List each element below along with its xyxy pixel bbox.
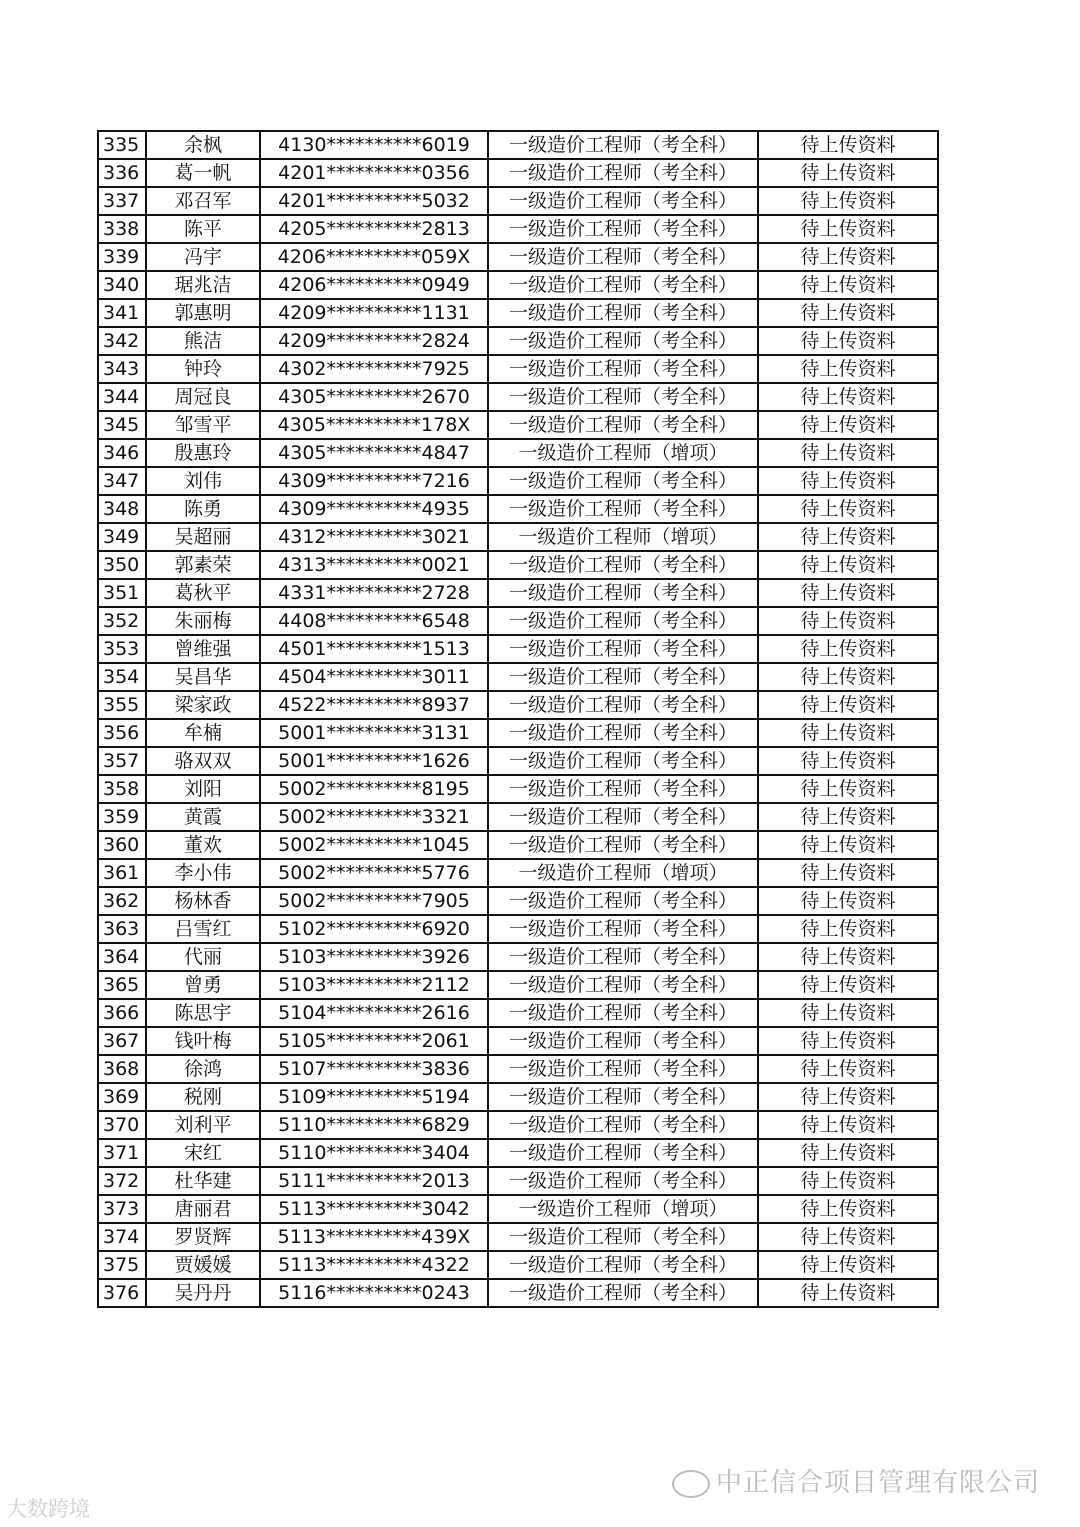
candidate-name: 曾维强 — [146, 635, 260, 663]
id-number: 4309**********7216 — [260, 467, 488, 495]
candidate-name: 牟楠 — [146, 719, 260, 747]
id-number: 4305**********2670 — [260, 383, 488, 411]
candidate-name: 董欢 — [146, 831, 260, 859]
id-number: 4201**********0356 — [260, 159, 488, 187]
exam-type: 一级造价工程师（增项） — [488, 859, 758, 887]
exam-type: 一级造价工程师（考全科） — [488, 579, 758, 607]
id-number: 4313**********0021 — [260, 551, 488, 579]
candidate-name: 杨林香 — [146, 887, 260, 915]
status: 待上传资料 — [758, 299, 938, 327]
row-number: 365 — [98, 971, 146, 999]
row-number: 355 — [98, 691, 146, 719]
table-row — [98, 187, 938, 215]
table-row — [98, 635, 938, 663]
table-row — [98, 999, 938, 1027]
table-row — [98, 663, 938, 691]
table-row — [98, 1167, 938, 1195]
table-row — [98, 775, 938, 803]
id-number: 4331**********2728 — [260, 579, 488, 607]
exam-type: 一级造价工程师（考全科） — [488, 1139, 758, 1167]
id-number: 5001**********3131 — [260, 719, 488, 747]
status: 待上传资料 — [758, 467, 938, 495]
status: 待上传资料 — [758, 719, 938, 747]
id-number: 4522**********8937 — [260, 691, 488, 719]
table-row — [98, 859, 938, 887]
status: 待上传资料 — [758, 327, 938, 355]
status: 待上传资料 — [758, 747, 938, 775]
table-row — [98, 887, 938, 915]
exam-type: 一级造价工程师（考全科） — [488, 551, 758, 579]
id-number: 5001**********1626 — [260, 747, 488, 775]
id-number: 4209**********2824 — [260, 327, 488, 355]
candidate-table — [97, 130, 939, 1308]
exam-type: 一级造价工程师（考全科） — [488, 467, 758, 495]
site-watermark: 大数跨境 — [6, 1497, 90, 1521]
candidate-name: 冯宇 — [146, 243, 260, 271]
table-row — [98, 803, 938, 831]
row-number: 357 — [98, 747, 146, 775]
id-number: 5113**********4322 — [260, 1251, 488, 1279]
row-number: 351 — [98, 579, 146, 607]
row-number: 349 — [98, 523, 146, 551]
status: 待上传资料 — [758, 383, 938, 411]
exam-type: 一级造价工程师（考全科） — [488, 131, 758, 159]
status: 待上传资料 — [758, 831, 938, 859]
row-number: 366 — [98, 999, 146, 1027]
row-number: 370 — [98, 1111, 146, 1139]
candidate-name: 邓召军 — [146, 187, 260, 215]
candidate-name: 梁家政 — [146, 691, 260, 719]
status: 待上传资料 — [758, 1167, 938, 1195]
row-number: 345 — [98, 411, 146, 439]
exam-type: 一级造价工程师（考全科） — [488, 719, 758, 747]
id-number: 4504**********3011 — [260, 663, 488, 691]
status: 待上传资料 — [758, 215, 938, 243]
id-number: 4408**********6548 — [260, 607, 488, 635]
exam-type: 一级造价工程师（考全科） — [488, 1251, 758, 1279]
candidate-name: 骆双双 — [146, 747, 260, 775]
table-row — [98, 691, 938, 719]
id-number: 4305**********178X — [260, 411, 488, 439]
id-number: 5104**********2616 — [260, 999, 488, 1027]
row-number: 344 — [98, 383, 146, 411]
status: 待上传资料 — [758, 243, 938, 271]
status: 待上传资料 — [758, 271, 938, 299]
status: 待上传资料 — [758, 495, 938, 523]
row-number: 336 — [98, 159, 146, 187]
id-number: 5002**********1045 — [260, 831, 488, 859]
status: 待上传资料 — [758, 579, 938, 607]
row-number: 359 — [98, 803, 146, 831]
status: 待上传资料 — [758, 635, 938, 663]
row-number: 339 — [98, 243, 146, 271]
exam-type: 一级造价工程师（考全科） — [488, 215, 758, 243]
candidate-name: 钟玲 — [146, 355, 260, 383]
table-row — [98, 579, 938, 607]
id-number: 5107**********3836 — [260, 1055, 488, 1083]
row-number: 368 — [98, 1055, 146, 1083]
status: 待上传资料 — [758, 1195, 938, 1223]
row-number: 367 — [98, 1027, 146, 1055]
exam-type: 一级造价工程师（考全科） — [488, 1111, 758, 1139]
table-row — [98, 1279, 938, 1307]
exam-type: 一级造价工程师（增项） — [488, 1195, 758, 1223]
id-number: 4302**********7925 — [260, 355, 488, 383]
row-number: 376 — [98, 1279, 146, 1307]
table-row — [98, 131, 938, 159]
candidate-name: 黄霞 — [146, 803, 260, 831]
status: 待上传资料 — [758, 355, 938, 383]
row-number: 347 — [98, 467, 146, 495]
id-number: 5105**********2061 — [260, 1027, 488, 1055]
candidate-name: 李小伟 — [146, 859, 260, 887]
exam-type: 一级造价工程师（考全科） — [488, 915, 758, 943]
candidate-name: 杜华建 — [146, 1167, 260, 1195]
exam-type: 一级造价工程师（考全科） — [488, 747, 758, 775]
table-row — [98, 747, 938, 775]
status: 待上传资料 — [758, 523, 938, 551]
row-number: 354 — [98, 663, 146, 691]
table-row — [98, 355, 938, 383]
id-number: 4206**********059X — [260, 243, 488, 271]
candidate-name: 熊洁 — [146, 327, 260, 355]
status: 待上传资料 — [758, 663, 938, 691]
row-number: 337 — [98, 187, 146, 215]
status: 待上传资料 — [758, 859, 938, 887]
candidate-name: 陈勇 — [146, 495, 260, 523]
wechat-icon — [672, 1470, 710, 1498]
candidate-name: 罗贤辉 — [146, 1223, 260, 1251]
status: 待上传资料 — [758, 775, 938, 803]
id-number: 4201**********5032 — [260, 187, 488, 215]
row-number: 356 — [98, 719, 146, 747]
candidate-name: 唐丽君 — [146, 1195, 260, 1223]
table-row — [98, 551, 938, 579]
row-number: 340 — [98, 271, 146, 299]
row-number: 372 — [98, 1167, 146, 1195]
candidate-name: 徐鸿 — [146, 1055, 260, 1083]
exam-type: 一级造价工程师（考全科） — [488, 1279, 758, 1307]
table-row — [98, 831, 938, 859]
row-number: 343 — [98, 355, 146, 383]
row-number: 361 — [98, 859, 146, 887]
id-number: 4130**********6019 — [260, 131, 488, 159]
exam-type: 一级造价工程师（考全科） — [488, 607, 758, 635]
exam-type: 一级造价工程师（考全科） — [488, 663, 758, 691]
status: 待上传资料 — [758, 691, 938, 719]
status: 待上传资料 — [758, 803, 938, 831]
id-number: 5002**********7905 — [260, 887, 488, 915]
status: 待上传资料 — [758, 915, 938, 943]
status: 待上传资料 — [758, 131, 938, 159]
table-row — [98, 159, 938, 187]
table-row — [98, 327, 938, 355]
exam-type: 一级造价工程师（考全科） — [488, 775, 758, 803]
table-row — [98, 467, 938, 495]
exam-type: 一级造价工程师（考全科） — [488, 635, 758, 663]
status: 待上传资料 — [758, 999, 938, 1027]
status: 待上传资料 — [758, 551, 938, 579]
status: 待上传资料 — [758, 971, 938, 999]
table-row — [98, 1195, 938, 1223]
id-number: 5111**********2013 — [260, 1167, 488, 1195]
candidate-name: 周冠良 — [146, 383, 260, 411]
exam-type: 一级造价工程师（考全科） — [488, 243, 758, 271]
exam-type: 一级造价工程师（考全科） — [488, 691, 758, 719]
exam-type: 一级造价工程师（考全科） — [488, 187, 758, 215]
row-number: 352 — [98, 607, 146, 635]
exam-type: 一级造价工程师（考全科） — [488, 495, 758, 523]
table-row — [98, 1083, 938, 1111]
row-number: 335 — [98, 131, 146, 159]
candidate-name: 葛一帆 — [146, 159, 260, 187]
exam-type: 一级造价工程师（考全科） — [488, 1027, 758, 1055]
exam-type: 一级造价工程师（考全科） — [488, 383, 758, 411]
table-row — [98, 1139, 938, 1167]
status: 待上传资料 — [758, 1139, 938, 1167]
table-row — [98, 411, 938, 439]
candidate-name: 琚兆洁 — [146, 271, 260, 299]
candidate-name: 殷惠玲 — [146, 439, 260, 467]
id-number: 5109**********5194 — [260, 1083, 488, 1111]
id-number: 5110**********6829 — [260, 1111, 488, 1139]
candidate-name: 余枫 — [146, 131, 260, 159]
candidate-name: 陈思宇 — [146, 999, 260, 1027]
id-number: 5102**********6920 — [260, 915, 488, 943]
id-number: 4309**********4935 — [260, 495, 488, 523]
row-number: 358 — [98, 775, 146, 803]
status: 待上传资料 — [758, 187, 938, 215]
exam-type: 一级造价工程师（考全科） — [488, 1223, 758, 1251]
status: 待上传资料 — [758, 1111, 938, 1139]
id-number: 5103**********3926 — [260, 943, 488, 971]
row-number: 360 — [98, 831, 146, 859]
table-row — [98, 1251, 938, 1279]
table-row — [98, 523, 938, 551]
id-number: 5103**********2112 — [260, 971, 488, 999]
candidate-name: 税刚 — [146, 1083, 260, 1111]
row-number: 353 — [98, 635, 146, 663]
exam-type: 一级造价工程师（考全科） — [488, 971, 758, 999]
table-row — [98, 243, 938, 271]
exam-type: 一级造价工程师（考全科） — [488, 299, 758, 327]
candidate-name: 朱丽梅 — [146, 607, 260, 635]
table-row — [98, 271, 938, 299]
table-row — [98, 1111, 938, 1139]
row-number: 350 — [98, 551, 146, 579]
table-row — [98, 971, 938, 999]
exam-type: 一级造价工程师（考全科） — [488, 271, 758, 299]
id-number: 4205**********2813 — [260, 215, 488, 243]
candidate-name: 吕雪红 — [146, 915, 260, 943]
status: 待上传资料 — [758, 1027, 938, 1055]
row-number: 342 — [98, 327, 146, 355]
exam-type: 一级造价工程师（考全科） — [488, 411, 758, 439]
table-row — [98, 1055, 938, 1083]
row-number: 364 — [98, 943, 146, 971]
exam-type: 一级造价工程师（考全科） — [488, 159, 758, 187]
status: 待上传资料 — [758, 1251, 938, 1279]
exam-type: 一级造价工程师（考全科） — [488, 831, 758, 859]
exam-type: 一级造价工程师（考全科） — [488, 803, 758, 831]
table-row — [98, 495, 938, 523]
exam-type: 一级造价工程师（考全科） — [488, 887, 758, 915]
candidate-name: 葛秋平 — [146, 579, 260, 607]
candidate-name: 郭素荣 — [146, 551, 260, 579]
exam-type: 一级造价工程师（考全科） — [488, 1083, 758, 1111]
row-number: 363 — [98, 915, 146, 943]
row-number: 338 — [98, 215, 146, 243]
id-number: 4501**********1513 — [260, 635, 488, 663]
id-number: 5113**********439X — [260, 1223, 488, 1251]
exam-type: 一级造价工程师（考全科） — [488, 355, 758, 383]
status: 待上传资料 — [758, 607, 938, 635]
exam-type: 一级造价工程师（考全科） — [488, 999, 758, 1027]
candidate-name: 郭惠明 — [146, 299, 260, 327]
candidate-name: 代丽 — [146, 943, 260, 971]
status: 待上传资料 — [758, 1223, 938, 1251]
table-row — [98, 383, 938, 411]
candidate-name: 刘伟 — [146, 467, 260, 495]
id-number: 5002**********3321 — [260, 803, 488, 831]
status: 待上传资料 — [758, 1083, 938, 1111]
exam-type: 一级造价工程师（考全科） — [488, 1167, 758, 1195]
row-number: 371 — [98, 1139, 146, 1167]
status: 待上传资料 — [758, 439, 938, 467]
status: 待上传资料 — [758, 887, 938, 915]
exam-type: 一级造价工程师（考全科） — [488, 327, 758, 355]
id-number: 5113**********3042 — [260, 1195, 488, 1223]
row-number: 346 — [98, 439, 146, 467]
row-number: 374 — [98, 1223, 146, 1251]
id-number: 5002**********5776 — [260, 859, 488, 887]
candidate-name: 贾媛媛 — [146, 1251, 260, 1279]
status: 待上传资料 — [758, 159, 938, 187]
candidate-name: 刘阳 — [146, 775, 260, 803]
table-row — [98, 607, 938, 635]
candidate-name: 吴昌华 — [146, 663, 260, 691]
row-number: 348 — [98, 495, 146, 523]
id-number: 4312**********3021 — [260, 523, 488, 551]
exam-type: 一级造价工程师（考全科） — [488, 943, 758, 971]
table-row — [98, 299, 938, 327]
candidate-name: 宋红 — [146, 1139, 260, 1167]
id-number: 5116**********0243 — [260, 1279, 488, 1307]
id-number: 4206**********0949 — [260, 271, 488, 299]
candidate-name: 钱叶梅 — [146, 1027, 260, 1055]
table-row — [98, 439, 938, 467]
candidate-name: 邹雪平 — [146, 411, 260, 439]
id-number: 5002**********8195 — [260, 775, 488, 803]
table-row — [98, 215, 938, 243]
candidate-name: 刘利平 — [146, 1111, 260, 1139]
status: 待上传资料 — [758, 1279, 938, 1307]
row-number: 373 — [98, 1195, 146, 1223]
row-number: 369 — [98, 1083, 146, 1111]
status: 待上传资料 — [758, 411, 938, 439]
id-number: 4305**********4847 — [260, 439, 488, 467]
status: 待上传资料 — [758, 1055, 938, 1083]
candidate-name: 陈平 — [146, 215, 260, 243]
candidate-name: 吴超丽 — [146, 523, 260, 551]
candidate-name: 吴丹丹 — [146, 1279, 260, 1307]
table-row — [98, 1223, 938, 1251]
row-number: 341 — [98, 299, 146, 327]
row-number: 375 — [98, 1251, 146, 1279]
exam-type: 一级造价工程师（增项） — [488, 523, 758, 551]
table-row — [98, 943, 938, 971]
company-watermark: 中正信合项目管理有限公司 — [672, 1462, 1040, 1499]
id-number: 4209**********1131 — [260, 299, 488, 327]
table-row — [98, 1027, 938, 1055]
table-row — [98, 915, 938, 943]
exam-type: 一级造价工程师（增项） — [488, 439, 758, 467]
candidate-name: 曾勇 — [146, 971, 260, 999]
table-row — [98, 719, 938, 747]
id-number: 5110**********3404 — [260, 1139, 488, 1167]
status: 待上传资料 — [758, 943, 938, 971]
exam-type: 一级造价工程师（考全科） — [488, 1055, 758, 1083]
row-number: 362 — [98, 887, 146, 915]
